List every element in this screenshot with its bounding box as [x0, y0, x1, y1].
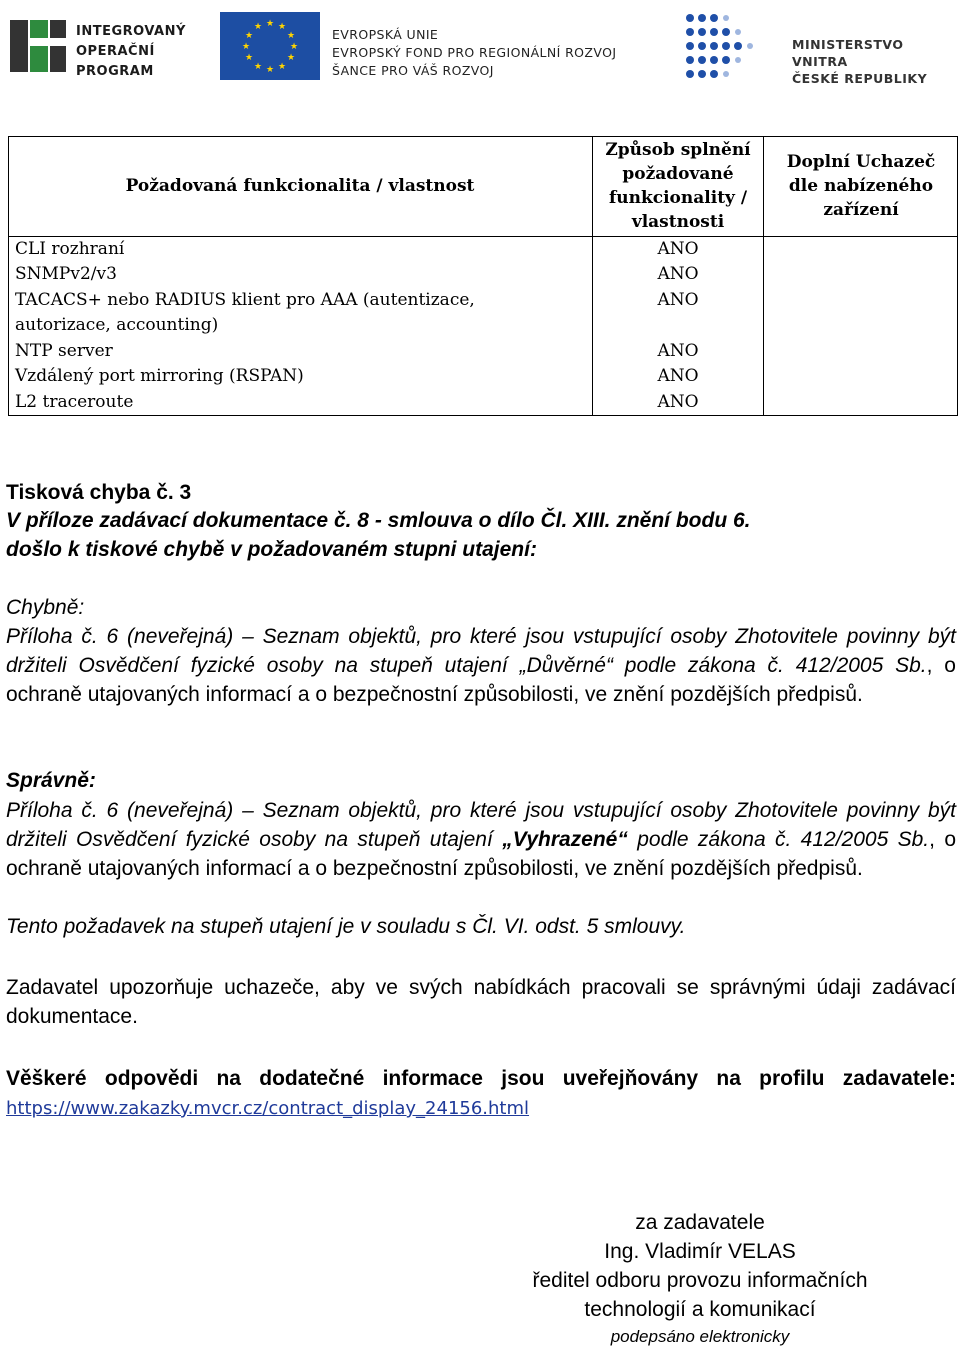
iop-logo-line: PROGRAM	[76, 64, 154, 79]
header-method-line: funkcionality /	[608, 188, 748, 208]
notice-paragraph: Zadavatel upozorňuje uchazeče, aby ve svých nabídkách pracovali se správnými údaji zadávací dokumentace.	[6, 976, 956, 1028]
table-row-feature: L2 traceroute	[15, 392, 134, 412]
signature-name: Ing. Vladimír VELAS	[604, 1240, 796, 1263]
table-row-feature: SNMPv2/v3	[15, 264, 117, 284]
profile-link[interactable]: https://www.zakazky.mvcr.cz/contract_display_24156.html	[6, 1098, 530, 1119]
svg-text:★: ★	[277, 22, 287, 32]
svg-text:★: ★	[286, 53, 296, 63]
iop-logo-line: INTEGROVANÝ	[76, 24, 186, 39]
svg-text:★: ★	[253, 62, 263, 72]
publication-text: Věškeré odpovědi na dodatečné informace jsou uveřejňovány na profilu zadavatele:	[6, 1067, 956, 1090]
table-header-divider	[8, 236, 958, 237]
right-text-c: , o ochraně utajovaných informací a o bezpečnostní způsobilosti, ve znění pozdějších předpisů.	[6, 828, 956, 880]
eu-logo-line: ŠANCE PRO VÁŠ ROZVOJ	[332, 63, 494, 78]
eu-flag-icon	[220, 12, 320, 80]
wrong-paragraph	[6, 622, 956, 709]
errata-line-1: V příloze zadávací dokumentace č. 8 - smlouva o dílo Čl. XIII. znění bodu 6.	[6, 509, 751, 532]
errata-line-2: došlo k tiskové chybě v požadovaném stupni utajení:	[6, 538, 537, 561]
right-text-a: Příloha č. 6 (neveřejná) – Seznam objektů, pro které jsou vstupující osoby Zhotovitele povinny být držiteli Osvědčení fyzické osoby na stupeň utajení	[6, 799, 956, 851]
header-supplier-line: dle nabízeného	[788, 176, 934, 196]
svg-text:★: ★	[277, 62, 287, 72]
table-row-feature: NTP server	[15, 341, 113, 361]
table-row-answer: ANO	[657, 341, 699, 361]
errata-title: Tisková chyba č. 3	[6, 481, 192, 504]
table-row-answer: ANO	[657, 366, 699, 386]
header-method-line: požadované	[622, 164, 734, 184]
wrong-text-a: Příloha č. 6 (neveřejná) – Seznam objektů, pro které jsou vstupující osoby Zhotovitele povinny být držiteli Osvědčení fyzické osoby na stupeň utajení „Důvěrné“ podle zákona č. 412/2005 Sb.	[6, 625, 956, 677]
svg-text:★: ★	[253, 22, 263, 32]
ministry-logo-line: MINISTERSTVO VNITRA	[792, 37, 904, 69]
table-row-answer: ANO	[657, 264, 699, 284]
svg-text:★: ★	[244, 31, 254, 41]
table-row-feature: Vzdálený port mirroring (RSPAN)	[15, 366, 304, 386]
table-row-feature: autorizace, accounting)	[15, 315, 219, 335]
signature-role-2: technologií a komunikací	[584, 1298, 816, 1321]
table-row-feature: TACACS+ nebo RADIUS klient pro AAA (autentizace,	[15, 290, 475, 310]
svg-text:★: ★	[286, 31, 296, 41]
errata-note: Tento požadavek na stupeň utajení je v souladu s Čl. VI. odst. 5 smlouvy.	[6, 915, 686, 938]
right-level: „Vyhrazené“	[502, 828, 628, 851]
right-label: Správně:	[6, 769, 96, 792]
table-row-answer: ANO	[657, 239, 699, 259]
table-row-feature: CLI rozhraní	[15, 239, 125, 259]
header-supplier	[764, 150, 958, 222]
header-supplier-line: zařízení	[823, 200, 899, 220]
requirements-table	[8, 136, 958, 416]
header-method-line: vlastnosti	[631, 212, 725, 232]
header-method-line: Způsob splnění	[605, 140, 751, 160]
table-row-answer: ANO	[657, 392, 699, 412]
publication-paragraph	[6, 1064, 956, 1123]
eu-logo-line: EVROPSKÁ UNIE	[332, 27, 439, 42]
wrong-label: Chybně:	[6, 596, 85, 619]
right-text-b: podle zákona č. 412/2005 Sb.	[627, 828, 930, 851]
table-row-answer: ANO	[657, 290, 699, 310]
wrong-text-b: , o ochraně utajovaných informací a o bezpečnostní způsobilosti, ve znění pozdějších předpisů.	[6, 654, 956, 706]
iop-logo	[8, 10, 188, 82]
ministry-logo-line: ČESKÉ REPUBLIKY	[792, 71, 928, 86]
svg-text:★: ★	[241, 42, 251, 52]
svg-text:★: ★	[244, 53, 254, 63]
svg-text:★: ★	[289, 42, 299, 52]
header-logos	[0, 0, 960, 95]
ministry-dot-grid-icon	[680, 8, 766, 88]
iop-logo-mark-icon	[8, 16, 68, 76]
svg-text:★: ★	[265, 19, 275, 29]
signature-line-1: za zadavatele	[635, 1211, 765, 1234]
iop-logo-line: OPERAČNÍ	[76, 44, 155, 59]
right-paragraph	[6, 796, 956, 883]
eu-logo	[220, 10, 640, 82]
signature-role-1: ředitel odboru provozu informačních	[532, 1269, 868, 1292]
eu-logo-line: EVROPSKÝ FOND PRO REGIONÁLNÍ ROZVOJ	[332, 45, 617, 60]
header-feature: Požadovaná funkcionalita / vlastnost	[125, 176, 475, 196]
header-supplier-line: Doplní Uchazeč	[786, 152, 936, 172]
svg-text:★: ★	[265, 65, 275, 75]
signature-electronic: podepsáno elektronicky	[610, 1327, 790, 1346]
ministry-logo	[680, 8, 960, 88]
header-method	[593, 138, 763, 234]
